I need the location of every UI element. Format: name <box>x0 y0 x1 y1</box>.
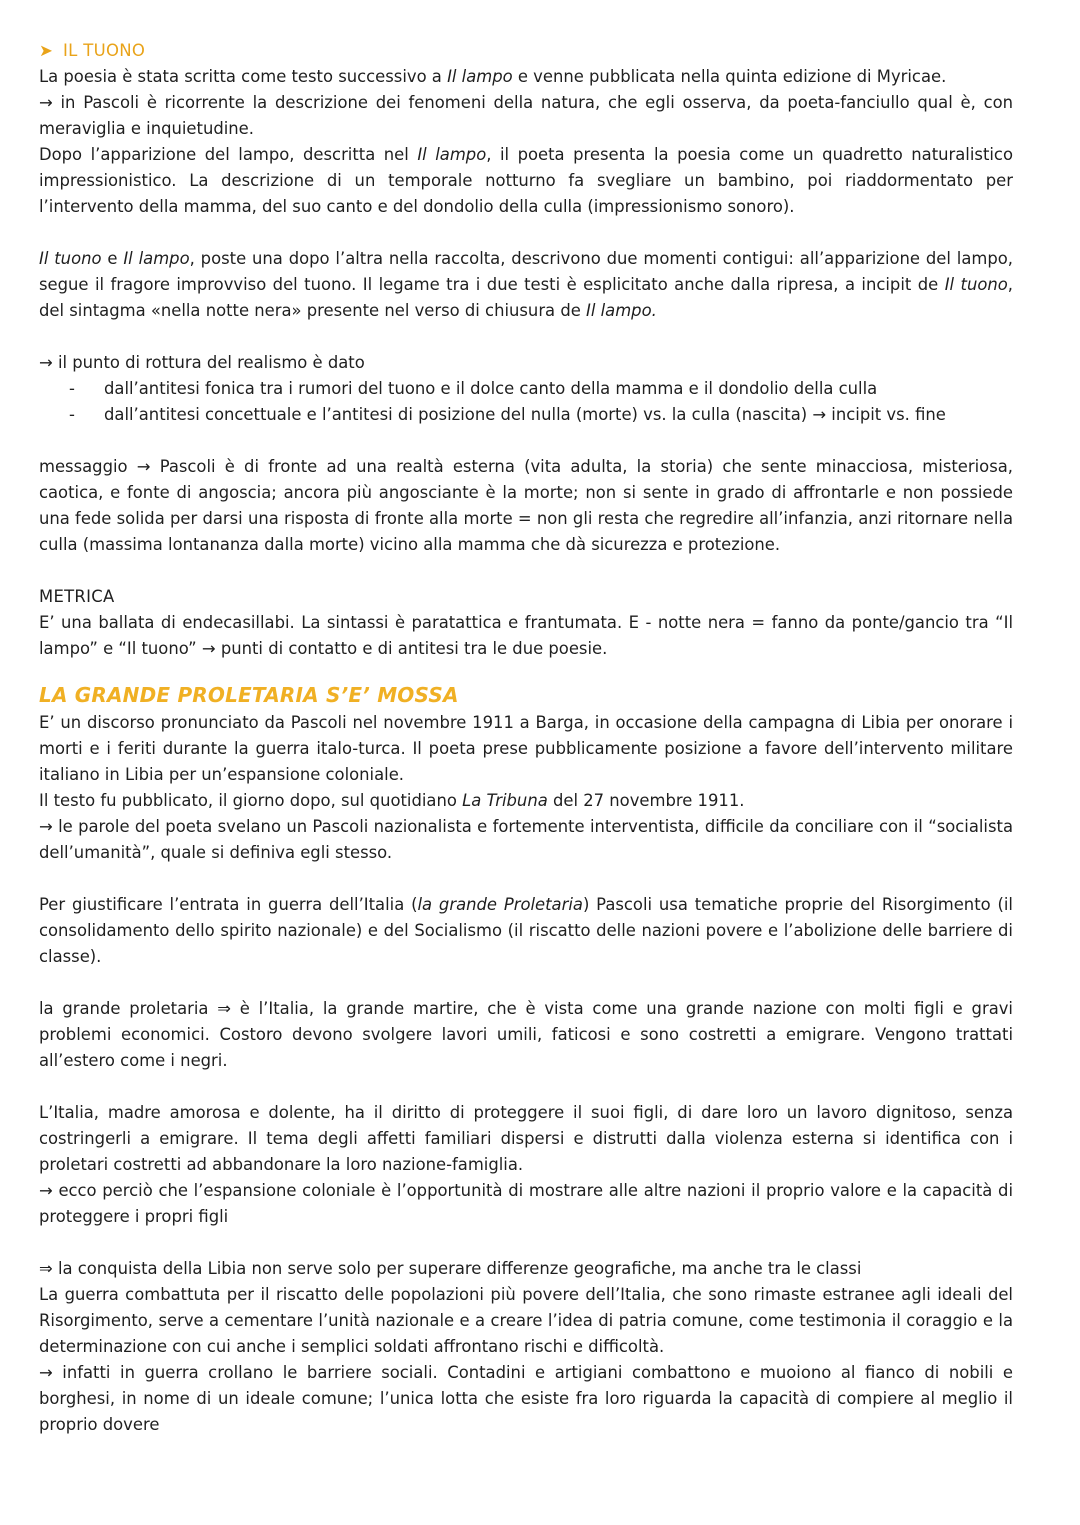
paragraph: → ecco perciò che l’espansione coloniale è l’opportunità di mostrare alle altre nazioni il proprio valore e la capacità di proteggere i propri figli <box>39 1181 1013 1226</box>
list-item: - dall’antitesi fonica tra i rumori del tuono e il dolce canto della mamma e il dondolio della culla <box>69 376 1013 402</box>
paragraph: → le parole del poeta svelano un Pascoli nazionalista e fortemente interventista, difficile da conciliare con il “socialista dell’umanità”, quale si definiva egli stesso. <box>39 817 1013 862</box>
section-heading-grande-proletaria: LA GRANDE PROLETARIA S’E’ MOSSA <box>39 683 459 707</box>
document-page <box>39 38 1013 1438</box>
paragraph: La poesia è stata scritta come testo successivo a Il lampo e venne pubblicata nella quinta edizione di Myricae. <box>39 67 947 86</box>
section-heading-il-tuono <box>39 38 1013 64</box>
paragraph: Il testo fu pubblicato, il giorno dopo, sul quotidiano La Tribuna del 27 novembre 1911. <box>39 791 745 810</box>
paragraph: E’ un discorso pronunciato da Pascoli nel novembre 1911 a Barga, in occasione della campagna di Libia per onorare i morti e i feriti durante la guerra italo-turca. Il poeta prese pubblicamente posizione a favore dell’intervento militare italiano in Libia per un’espansione coloniale. <box>39 713 1013 784</box>
bullet-list <box>39 376 1013 428</box>
paragraph: Per giustificare l’entrata in guerra dell’Italia (la grande Proletaria) Pascoli usa tematiche proprie del Risorgimento (il consolidamento dello spirito nazionale) e del Socialismo (il riscatto delle nazioni povere e l’abolizione delle barriere di classe). <box>39 895 1013 966</box>
paragraph: Il tuono e Il lampo, poste una dopo l’altra nella raccolta, descrivono due momenti contigui: all’apparizione del lampo, segue il fragore improvviso del tuono. Il legame tra i due testi è esplicitato anche dalla ripresa, a incipit de Il tuono, del sintagma «nella notte nera» presente nel verso di chiusura de Il lampo. <box>39 249 1013 320</box>
paragraph: E’ una ballata di endecasillabi. La sintassi è paratattica e frantumata. E - notte nera = fanno da ponte/gancio tra “Il lampo” e “Il tuono” → punti di contatto e di antitesi tra le due poesie. <box>39 613 1013 658</box>
paragraph: L’Italia, madre amorosa e dolente, ha il diritto di proteggere il suoi figli, di dare loro un lavoro dignitoso, senza costringerli a emigrare. Il tema degli affetti familiari dispersi e distrutti dalla violenza esterna si identifica con i proletari costretti ad abbandonare la loro nazione-famiglia. <box>39 1103 1013 1174</box>
paragraph: → infatti in guerra crollano le barriere sociali. Contadini e artigiani combattono e muoiono al fianco di nobili e borghesi, in nome di un ideale comune; l’unica lotta che esiste fra loro riguarda la capacità di compiere al meglio il proprio dovere <box>39 1363 1013 1434</box>
paragraph: ⇒ la conquista della Libia non serve solo per superare differenze geografiche, ma anche tra le classi <box>39 1259 862 1278</box>
paragraph: La guerra combattuta per il riscatto delle popolazioni più povere dell’Italia, che sono rimaste estranee agli ideali del Risorgimento, serve a cementare l’unità nazionale e a creare l’idea di patria comune, come testimonia il coraggio e la determinazione con cui anche i semplici soldati affrontano rischi e difficoltà. <box>39 1285 1013 1356</box>
paragraph: → il punto di rottura del realismo è dato <box>39 353 365 372</box>
paragraph: messaggio → Pascoli è di fronte ad una realtà esterna (vita adulta, la storia) che sente minacciosa, misteriosa, caotica, e fonte di angoscia; ancora più angosciante è la morte; non si sente in grado di affrontarle e non possiede una fede solida per darsi una risposta di fronte alla morte = non gli resta che regredire all’infanzia, anzi ritornare nella culla (massima lontananza dalla morte) vicino alla mamma che dà sicurezza e protezione. <box>39 457 1013 554</box>
arrow-bullet-icon: ➤ <box>39 41 54 60</box>
subheading-metrica: METRICA <box>39 587 115 606</box>
paragraph: Dopo l’apparizione del lampo, descritta nel Il lampo, il poeta presenta la poesia come un quadretto naturalistico impressionistico. La descrizione di un temporale notturno fa svegliare un bambino, poi riaddormentato per l’intervento della mamma, del suo canto e del dondolio della culla (impressionismo sonoro). <box>39 145 1013 216</box>
list-item: - dall’antitesi concettuale e l’antitesi di posizione del nulla (morte) vs. la culla (nascita) → incipit vs. fine <box>69 402 1013 428</box>
section-title: IL TUONO <box>63 41 146 60</box>
paragraph: → in Pascoli è ricorrente la descrizione dei fenomeni della natura, che egli osserva, da poeta-fanciullo qual è, con meraviglia e inquietudine. <box>39 93 1013 138</box>
paragraph: la grande proletaria ⇒ è l’Italia, la grande martire, che è vista come una grande nazione con molti figli e gravi problemi economici. Costoro devono svolgere lavori umili, faticosi e sono costretti a emigrare. Vengono trattati all’estero come i negri. <box>39 999 1013 1070</box>
